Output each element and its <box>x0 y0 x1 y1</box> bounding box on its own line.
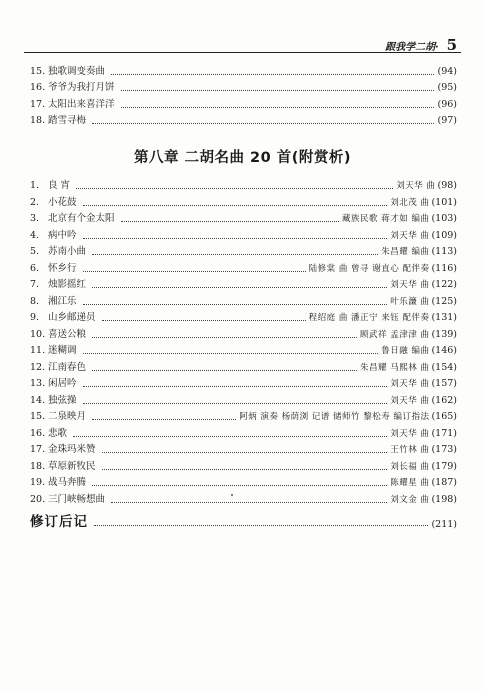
entry-title: 病中吟 <box>48 229 77 241</box>
entry-number: 2. <box>30 196 40 208</box>
toc-entry <box>30 327 457 341</box>
dot-leader <box>94 525 428 526</box>
entry-credit: 朱昌耀 马熙林 曲 <box>360 362 430 373</box>
entry-title: 迷糊调 <box>48 345 77 356</box>
toc-entry <box>30 211 457 225</box>
toc-entry <box>30 310 457 324</box>
entry-title: 二泉映月 <box>48 411 87 422</box>
dot-leader <box>83 205 388 206</box>
dot-leader <box>111 74 434 75</box>
entry-page: (94) <box>437 66 457 77</box>
toc-entry <box>30 64 457 78</box>
entry-number: 6. <box>30 262 40 274</box>
entry-number: 10. <box>30 328 46 340</box>
scan-speck <box>231 494 233 496</box>
toc-entry <box>30 80 457 94</box>
entry-page: (162) <box>431 394 457 406</box>
entry-page: (101) <box>431 196 457 208</box>
entry-page: (179) <box>431 460 457 472</box>
entry-credit: 陈耀星 曲 <box>390 478 430 488</box>
entry-credit: 刘北茂 曲 <box>390 197 430 208</box>
dot-leader <box>111 502 387 503</box>
toc-entry <box>30 459 457 473</box>
entry-title: 良 宵 <box>48 180 71 191</box>
dot-leader <box>92 254 378 255</box>
toc-entry <box>30 360 457 374</box>
entry-number: 19. <box>30 477 46 488</box>
entry-page: (122) <box>431 279 457 290</box>
toc-entry <box>30 113 457 127</box>
entry-number: 16. <box>30 427 46 439</box>
entry-number: 18. <box>30 460 46 472</box>
toc-entry <box>30 376 457 390</box>
entry-title: 爷爷为我打月饼 <box>48 82 115 94</box>
entry-title: 北京有个金太阳 <box>48 213 115 224</box>
entry-title: 金珠玛米赞 <box>48 444 96 455</box>
dot-leader <box>92 123 434 124</box>
afterword-page: (211) <box>431 519 457 530</box>
toc-entry <box>30 195 457 209</box>
entry-number: 7. <box>30 279 40 290</box>
entry-credit: 刘长福 曲 <box>390 461 430 472</box>
toc-entry <box>30 442 457 456</box>
toc-entry <box>30 492 457 506</box>
toc-entry <box>30 409 457 423</box>
dot-leader <box>92 337 357 338</box>
entry-page: (98) <box>437 180 457 191</box>
dot-leader <box>83 403 388 404</box>
toc-entry <box>30 244 457 258</box>
entry-credit: 阿炳 演奏 杨荫浏 记谱 储师竹 黎松寿 编订指法 <box>239 412 430 422</box>
entry-number: 18. <box>30 114 46 126</box>
entry-title: 战马奔腾 <box>48 477 87 488</box>
chapter-title: 第八章 二胡名曲 20 首(附赏析) <box>133 150 352 166</box>
entry-credit: 陆修棠 曲 曾寻 谢直心 配伴奏 <box>308 263 430 274</box>
page-number: 5 <box>446 36 457 54</box>
entry-number: 4. <box>30 229 40 241</box>
entry-page: (139) <box>431 328 457 340</box>
entry-credit: 鲁日融 编曲 <box>381 346 430 356</box>
entry-page: (116) <box>431 262 457 274</box>
entry-number: 17. <box>30 444 46 455</box>
dot-leader <box>92 485 387 486</box>
dot-leader <box>76 188 393 189</box>
entry-page: (97) <box>437 114 457 126</box>
entry-page: (146) <box>431 345 457 356</box>
dot-leader <box>83 238 388 239</box>
entry-title: 苏南小曲 <box>48 246 87 257</box>
entry-title: 独弦操 <box>48 394 77 406</box>
dot-leader <box>92 419 236 420</box>
entry-number: 1. <box>30 180 40 191</box>
entry-credit: 朱昌耀 编曲 <box>381 247 430 257</box>
entry-number: 3. <box>30 213 40 224</box>
entry-credit: 刘天华 曲 <box>390 230 430 241</box>
entry-page: (109) <box>431 229 457 241</box>
entry-title: 悲歌 <box>48 427 68 439</box>
entry-number: 12. <box>30 361 46 373</box>
entry-credit: 王竹林 曲 <box>390 445 430 455</box>
toc-entry <box>30 294 457 308</box>
entry-page: (113) <box>431 246 457 257</box>
entry-credit: 刘天华 曲 <box>390 395 430 406</box>
afterword-title: 修订后记 <box>30 514 88 530</box>
dot-leader <box>102 320 306 321</box>
entry-number: 15. <box>30 66 46 77</box>
entry-title: 闲居吟 <box>48 378 77 389</box>
entry-credit: 刘天华 曲 <box>390 379 430 389</box>
entry-number: 5. <box>30 246 40 257</box>
entry-page: (131) <box>431 312 457 323</box>
header-rule <box>24 52 461 53</box>
dot-leader <box>83 386 388 387</box>
dot-leader <box>83 353 379 354</box>
entry-number: 8. <box>30 295 40 307</box>
toc-entry <box>30 261 457 275</box>
dot-leader <box>102 469 388 470</box>
entry-title: 湘江乐 <box>48 295 77 307</box>
toc-entry <box>30 178 457 192</box>
entry-credit: 程绍庭 曲 潘正宁 来钰 配伴奏 <box>308 313 430 323</box>
entry-title: 太阳出来喜洋洋 <box>48 98 115 110</box>
dot-leader <box>73 436 387 437</box>
entry-page: (165) <box>431 411 457 422</box>
entry-credit: 刘文金 曲 <box>390 494 430 505</box>
toc-entry <box>30 475 457 489</box>
entry-number: 9. <box>30 312 40 323</box>
entry-number: 15. <box>30 411 46 422</box>
entry-page: (187) <box>431 477 457 488</box>
toc-entry <box>30 426 457 440</box>
entry-title: 三门峡畅想曲 <box>48 493 106 505</box>
entry-credit: 藏族民歌 蒋才如 编曲 <box>342 214 430 224</box>
toc-entry <box>30 228 457 242</box>
entry-title: 草原新牧民 <box>48 460 96 472</box>
entry-page: (125) <box>431 295 457 307</box>
entry-page: (103) <box>431 213 457 224</box>
toc-entry <box>30 343 457 357</box>
afterword-entry <box>30 512 457 530</box>
entry-title: 江南春色 <box>48 361 87 373</box>
entry-credit: 叶乐濂 曲 <box>390 296 430 307</box>
dot-leader <box>102 452 388 453</box>
entry-number: 13. <box>30 378 46 389</box>
entry-page: (95) <box>437 82 457 94</box>
entry-title: 山乡邮递员 <box>48 312 96 323</box>
entry-title: 小花鼓 <box>48 196 77 208</box>
toc-entry <box>30 97 457 111</box>
dot-leader <box>121 107 435 108</box>
dot-leader <box>92 287 387 288</box>
entry-title: 喜送公粮 <box>48 328 87 340</box>
dot-leader <box>83 304 388 305</box>
entry-page: (154) <box>431 361 457 373</box>
entry-number: 20. <box>30 493 46 505</box>
entry-number: 14. <box>30 394 46 406</box>
entry-page: (96) <box>437 98 457 110</box>
dot-leader <box>121 221 340 222</box>
book-title: 跟我学二胡· <box>385 42 439 53</box>
entry-number: 17. <box>30 98 46 110</box>
entry-credit: 刘天华 曲 <box>396 181 436 191</box>
entry-title: 独歌调变奏曲 <box>48 66 106 77</box>
entry-page: (198) <box>431 493 457 505</box>
entry-credit: 刘天华 曲 <box>390 280 430 290</box>
toc-entry <box>30 393 457 407</box>
entry-number: 16. <box>30 82 46 94</box>
entry-credit: 刘天华 曲 <box>390 428 430 439</box>
dot-leader <box>92 370 357 371</box>
dot-leader <box>83 271 306 272</box>
toc-entry <box>30 277 457 291</box>
entry-title: 烛影摇红 <box>48 279 87 290</box>
entry-number: 11. <box>30 345 46 356</box>
dot-leader <box>121 90 435 91</box>
entry-page: (173) <box>431 444 457 455</box>
entry-page: (157) <box>431 378 457 389</box>
entry-title: 怀乡行 <box>48 262 77 274</box>
entry-page: (171) <box>431 427 457 439</box>
entry-credit: 顾武祥 孟津津 曲 <box>360 329 430 340</box>
entry-title: 踏雪寻梅 <box>48 114 87 126</box>
